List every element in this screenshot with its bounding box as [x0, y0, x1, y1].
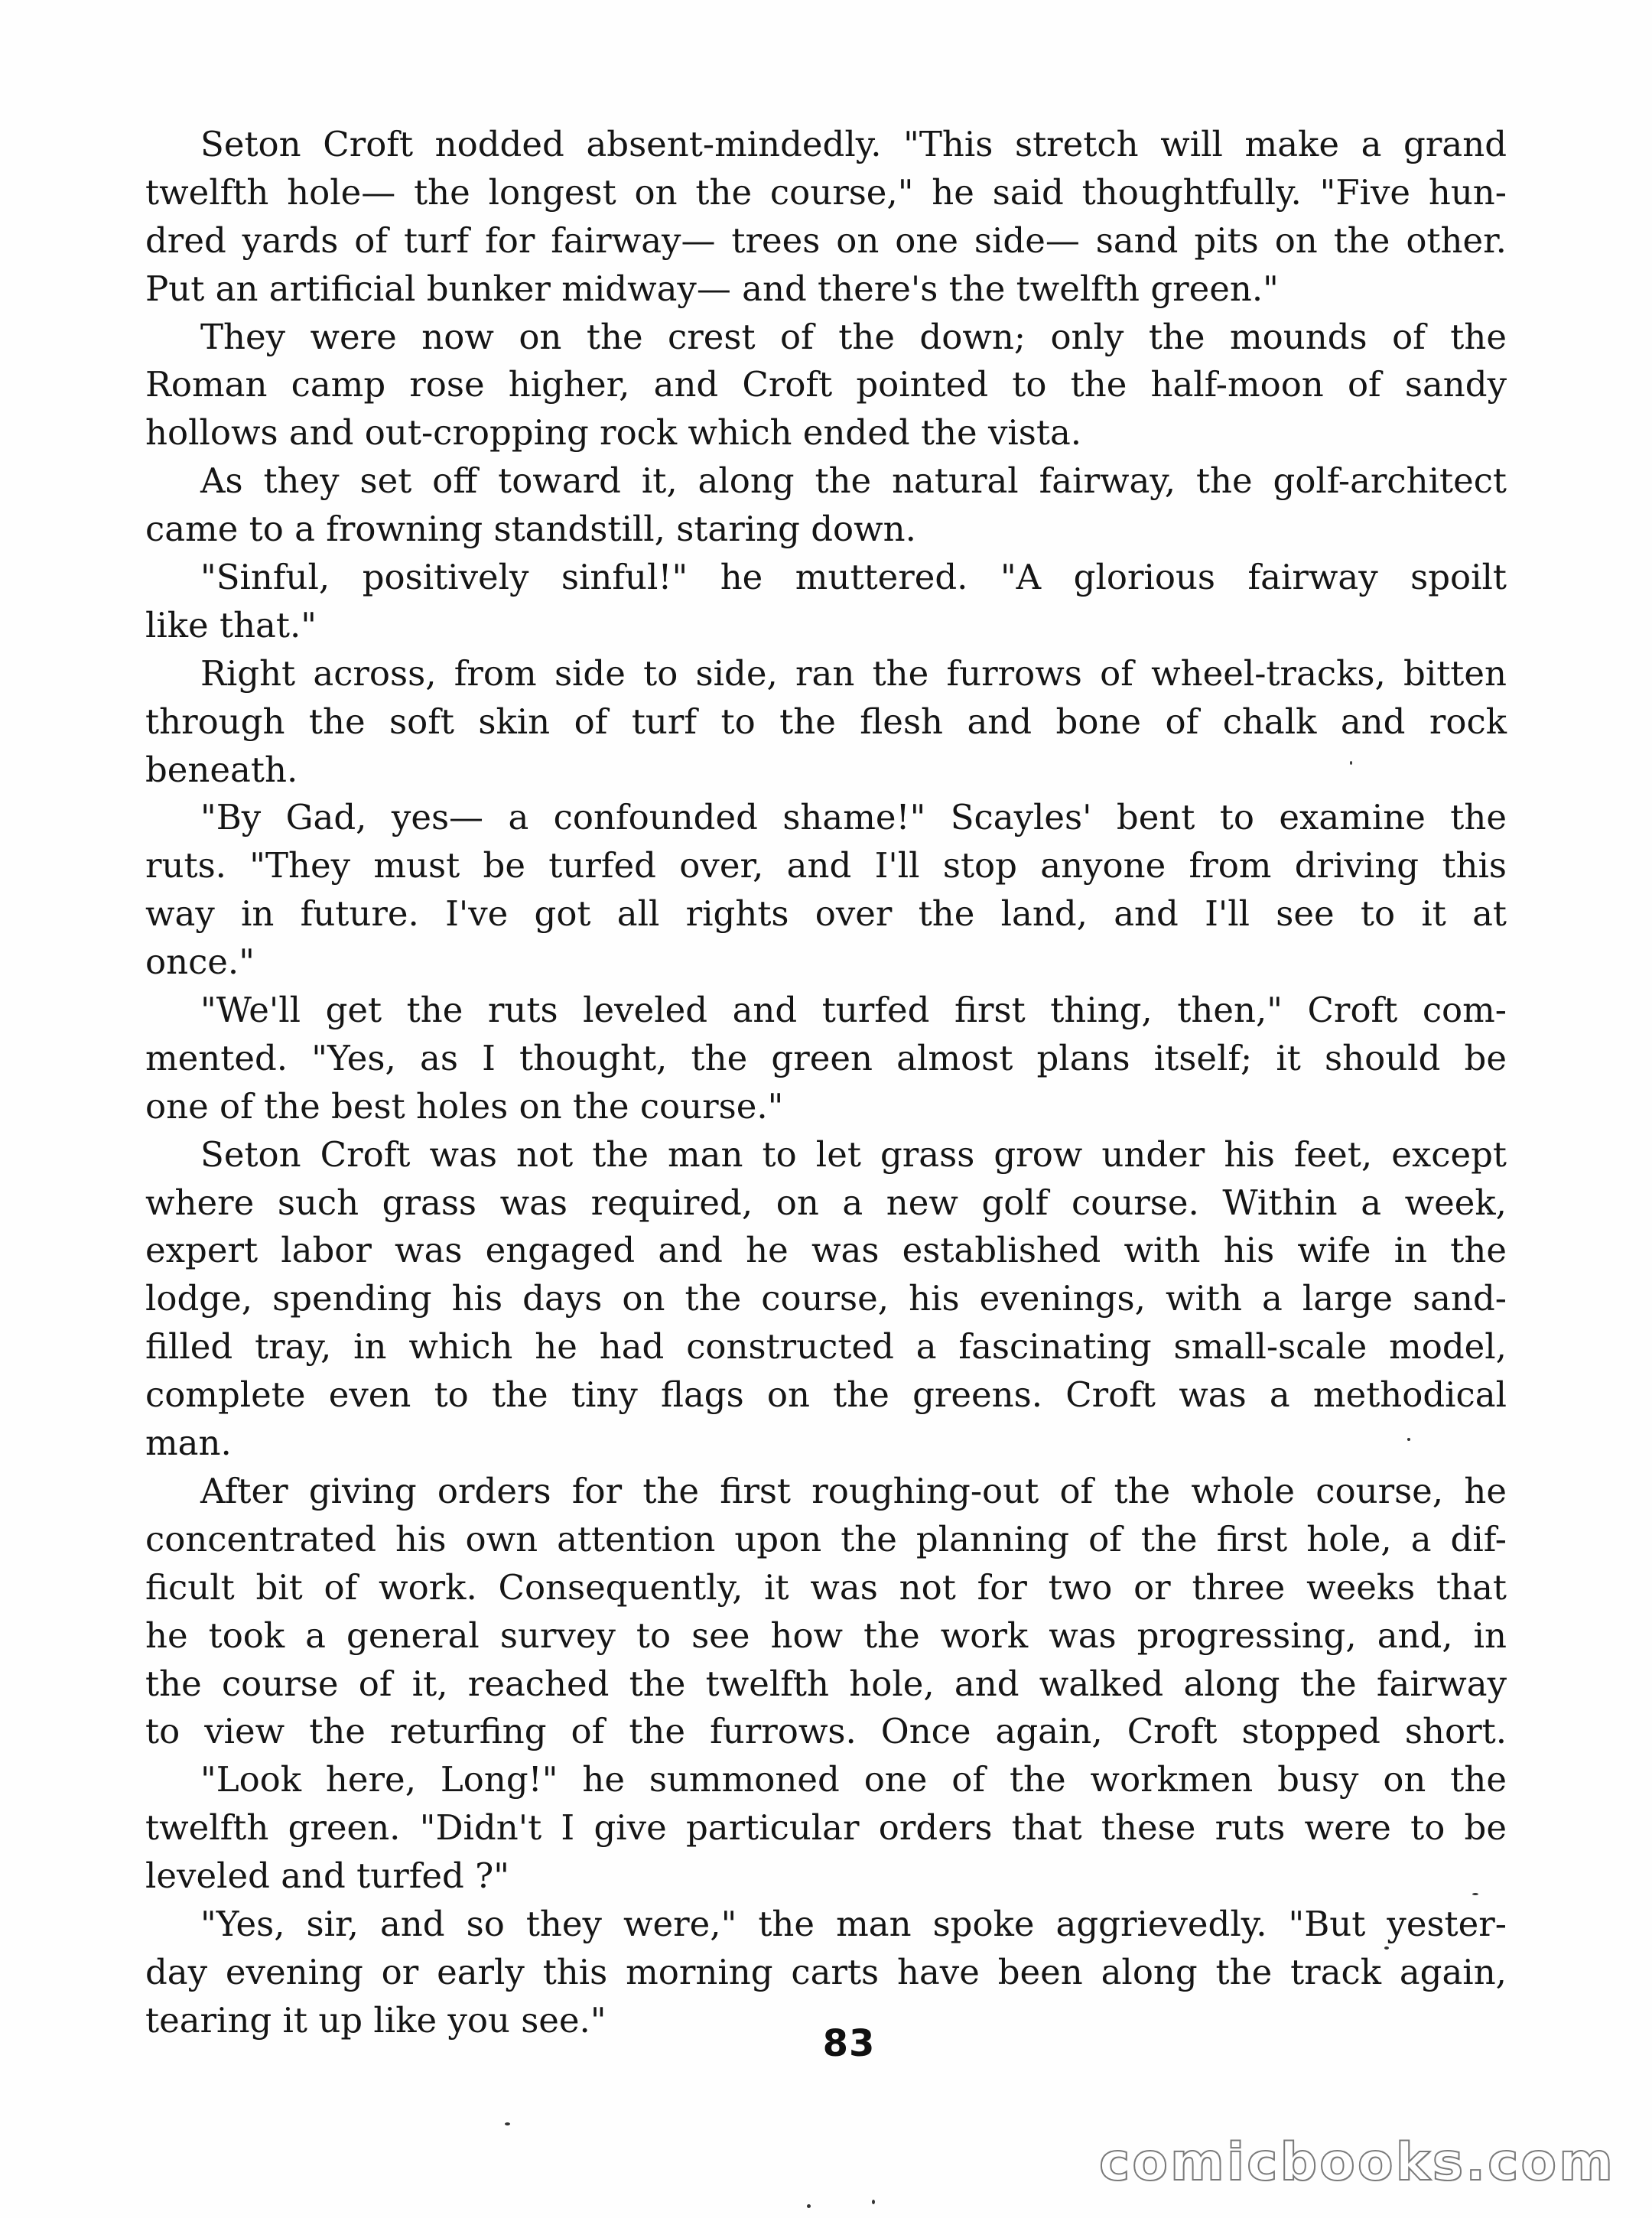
text-line: expert labor was engaged and he was established with his wife in the [145, 1230, 1507, 1271]
text-line: came to a frowning standstill, staring down. [145, 509, 916, 550]
text-line: complete even to the tiny flags on the greens. Croft was a methodical [145, 1374, 1507, 1416]
text-line: tearing it up like you see." [145, 1999, 606, 2041]
text-line: ficult bit of work. Consequently, it was not for two or three weeks that [145, 1566, 1507, 1608]
body-text [145, 121, 1507, 2045]
text-line: dred yards of turf for fairway— trees on one side— sand pits on the other. [145, 220, 1507, 261]
text-line: the course of it, reached the twelfth hole, and walked along the fairway [145, 1663, 1507, 1704]
scan-speck [807, 2204, 811, 2208]
text-line: twelfth hole— the longest on the course," he said thoughtfully. "Five hun- [145, 171, 1507, 213]
text-line: Seton Croft nodded absent-mindedly. "This stretch will make a grand [200, 124, 1507, 164]
scan-speck [1407, 1438, 1410, 1441]
text-line: Right across, from side to side, ran the furrows of wheel-tracks, bitten [200, 652, 1507, 694]
scan-speck [1384, 1946, 1389, 1950]
scan-speck [872, 2200, 875, 2204]
text-line: he took a general survey to see how the work was progressing, and, in [145, 1615, 1507, 1656]
text-line: Roman camp rose higher, and Croft pointed to the half-moon of sandy [145, 364, 1507, 405]
text-line: through the soft skin of turf to the flesh and bone of chalk and rock [145, 701, 1507, 742]
text-line: "Sinful, positively sinful!" he muttered. "A glorious fairway spoilt [200, 557, 1507, 598]
text-line: one of the best holes on the course." [145, 1085, 784, 1127]
text-line: day evening or early this morning carts have been along the track again, [145, 1951, 1507, 1992]
text-line: concentrated his own attention upon the planning of the first hole, a dif- [145, 1518, 1507, 1559]
text-line: "Look here, Long!" he summoned one of the workmen busy on the [200, 1759, 1507, 1800]
text-line: twelfth green. "Didn't I give particular orders that these ruts were to be [145, 1807, 1507, 1849]
text-line: "We'll get the ruts leveled and turfed first thing, then," Croft com- [200, 990, 1507, 1031]
text-line: man. [145, 1423, 232, 1464]
text-line: They were now on the crest of the down; only the mounds of the [200, 316, 1507, 357]
text-line: beneath. [145, 749, 298, 790]
text-line: once." [145, 942, 255, 983]
text-line: way in future. I've got all rights over the land, and I'll see to it at [145, 893, 1507, 935]
text-line: ruts. "They must be turfed over, and I'll stop anyone from driving this [145, 845, 1507, 886]
text-line: As they set off toward it, along the natural fairway, the golf-architect [200, 460, 1507, 502]
text-line: like that." [145, 604, 317, 646]
text-line: leveled and turfed ?" [145, 1855, 509, 1897]
text-line: Put an artificial bunker midway— and there's the twelfth green." [145, 268, 1279, 309]
text-line: Seton Croft was not the man to let grass grow under his feet, except [200, 1133, 1507, 1175]
scan-speck [1472, 1893, 1478, 1895]
page-number: 83 [822, 2022, 876, 2065]
text-line: hollows and out-cropping rock which ended the vista. [145, 412, 1082, 454]
text-line: lodge, spending his days on the course, his evenings, with a large sand- [145, 1278, 1507, 1319]
text-line: where such grass was required, on a new golf course. Within a week, [145, 1182, 1507, 1223]
text-line: "Yes, sir, and so they were," the man spoke aggrievedly. "But yester- [200, 1903, 1507, 1944]
text-line: "By Gad, yes— a confounded shame!" Scayles' bent to examine the [200, 797, 1507, 838]
text-line: mented. "Yes, as I thought, the green almost plans itself; it should be [145, 1037, 1507, 1078]
text-line: to view the returfing of the furrows. Once again, Croft stopped short. [145, 1711, 1507, 1752]
scan-speck [1350, 761, 1352, 765]
text-line: After giving orders for the first roughing-out of the whole course, he [200, 1470, 1507, 1511]
text-line: filled tray, in which he had constructed a fascinating small-scale model, [145, 1326, 1507, 1368]
scan-speck [505, 2122, 510, 2125]
watermark: comicbooks.com [1098, 2132, 1615, 2193]
